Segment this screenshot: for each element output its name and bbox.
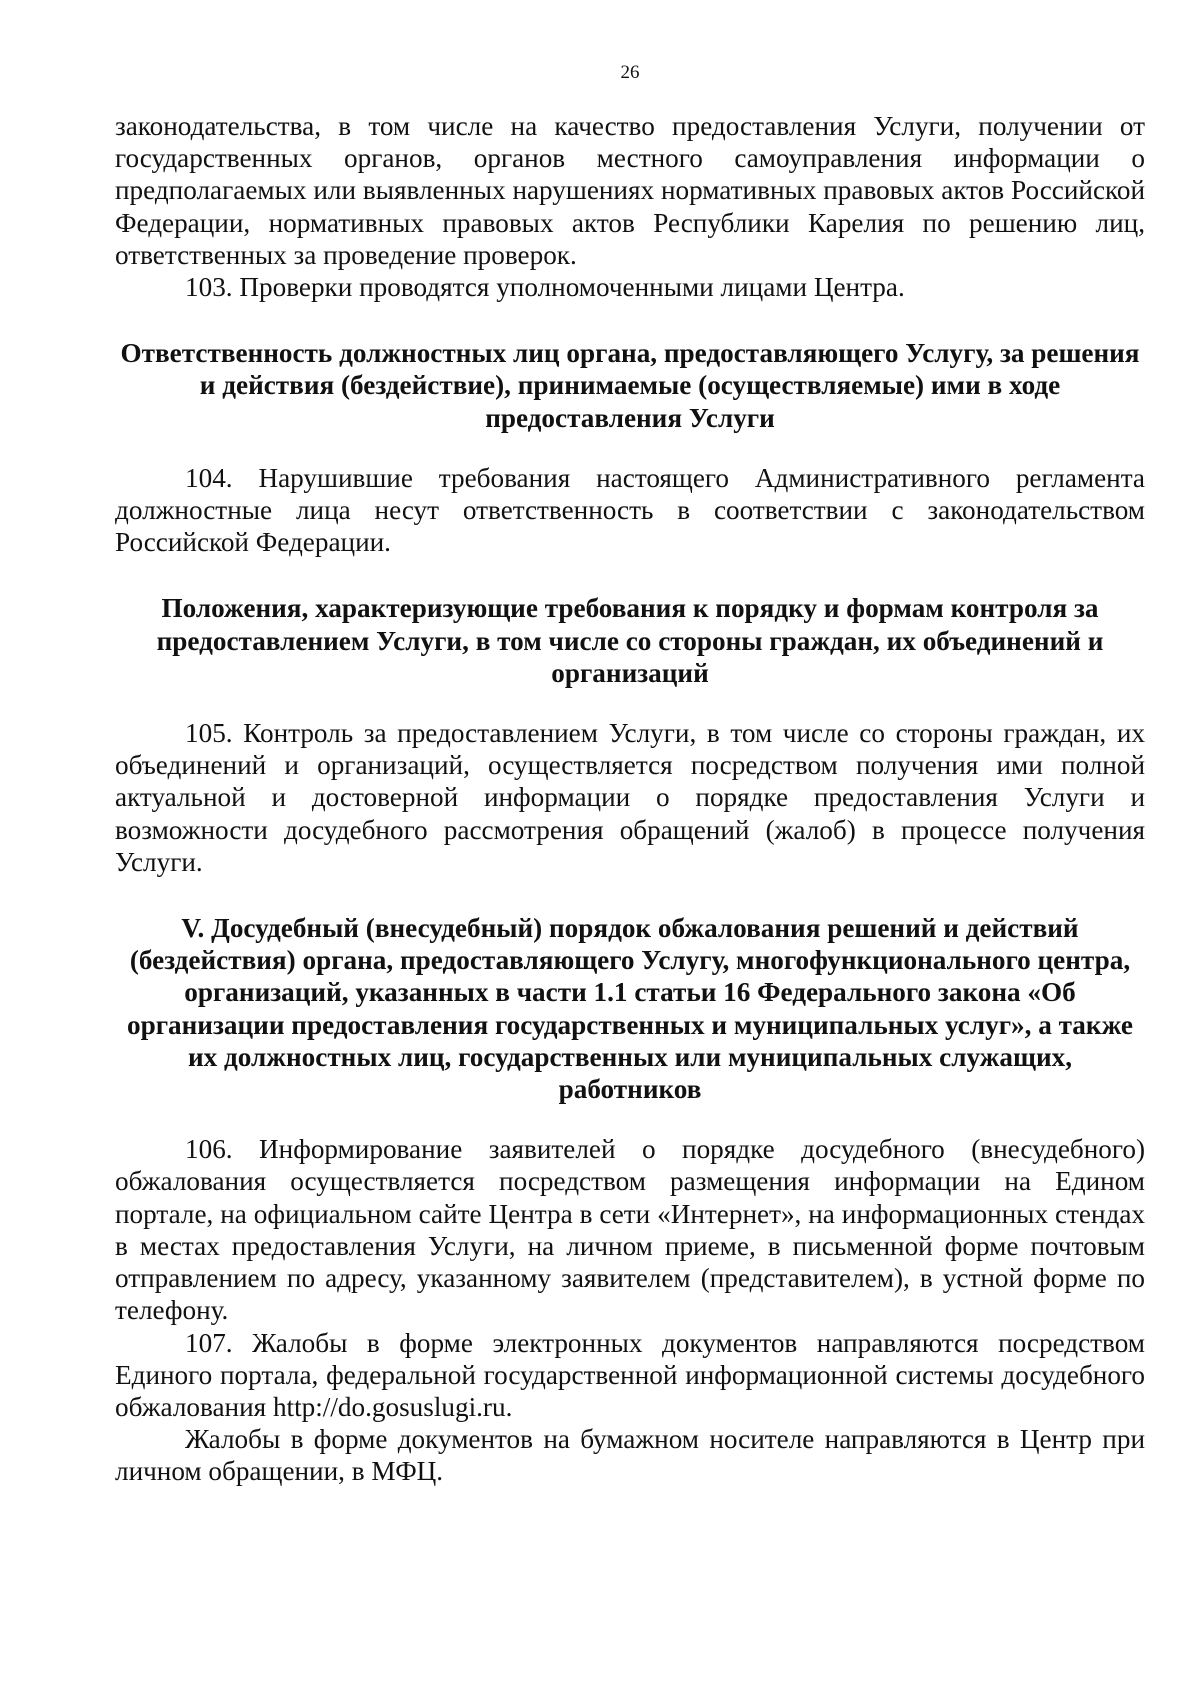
paragraph-paper-complaints: Жалобы в форме документов на бумажном носителе направляются в Центр при личном обращении, в МФЦ. [115, 1424, 1145, 1487]
paragraph-104: 104. Нарушившие требования настоящего Административного регламента должностные лица несут ответственность в соответствии с законодательством Российской Федерации. [115, 462, 1145, 558]
paragraph-continuation: законодательства, в том числе на качество предоставления Услуги, получении от государственных органов, органов местного самоуправления информации о предполагаемых или выявленных нарушениях нормативных правовых актов Российской Федерации, нормативных правовых актов Республики Карелия по решению лиц, ответственных за проведение проверок. [115, 111, 1145, 270]
paragraph-106: 106. Информирование заявителей о порядке досудебного (внесудебного) обжалования осуществляется посредством размещения информации на Едином портале, на официальном сайте Центра в сети «Интернет», на информационных стендах в местах предоставления Услуги, на личном приеме, в письменной форме почтовым отправлением по адресу, указанному заявителем (представителем), в устной форме по телефону. [115, 1134, 1145, 1326]
paragraph-107: 107. Жалобы в форме электронных документов направляются посредством Единого портала, федеральной государственной информационной системы досудебного обжалования http://do.gosuslugi.ru. [115, 1327, 1145, 1422]
document-page [115, 62, 1145, 1488]
section-heading-control: Положения, характеризующие требования к порядку и формам контроля за предоставлением Услуги, в том числе со стороны граждан, их объединений и организаций [156, 593, 1104, 688]
paragraph-103: 103. Проверки проводятся уполномоченными лицами Центра. [185, 272, 905, 303]
section-heading-appeal: V. Досудебный (внесудебный) порядок обжалования решений и действий (бездействия) органа, предоставляющего Услугу, многофункционального центра, организаций, указанных в части 1.1 статьи 16 Федерального закона «Об организации предоставления государственных и муниципальных услуг», а также их должностных лиц, государственных или муниципальных служащих, работников [126, 913, 1133, 1105]
section-heading-responsibility: Ответственность должностных лиц органа, предоставляющего Услугу, за решения и действия (бездействие), принимаемые (осуществляемые) ими в ходе предоставления Услуги [120, 338, 1140, 433]
page-number: 26 [620, 62, 640, 83]
paragraph-105: 105. Контроль за предоставлением Услуги, в том числе со стороны граждан, их объединений и организаций, осуществляется посредством получения ими полной актуальной и достоверной информации о порядке предоставления Услуги и возможности досудебного рассмотрения обращений (жалоб) в процессе получения Услуги. [115, 718, 1145, 877]
